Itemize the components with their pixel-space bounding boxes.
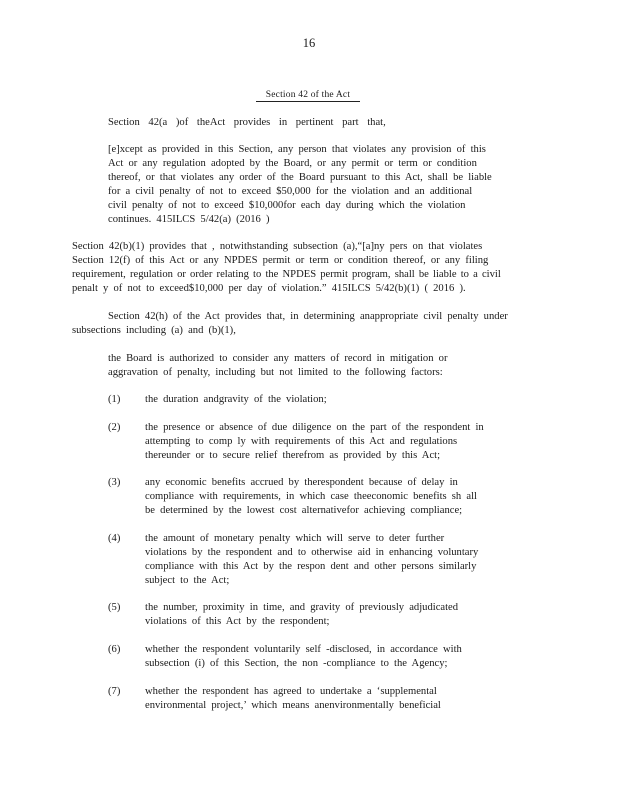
- factor-text: violations of this Act by the respondent;: [145, 616, 330, 627]
- factor-text: the amount of monetary penalty which will serve to deter further: [145, 533, 445, 544]
- quote-1-line: civil penalty of not to exceed $10,000for each day during which the violation: [108, 200, 466, 211]
- paragraph-2-line: requirement, regulation or order relating to the NPDES permit program, shall be liable to a civil: [72, 269, 501, 280]
- quote-1-line: Act or any regulation adopted by the Board, or any permit or term or condition: [108, 158, 477, 169]
- factor-text: the number, proximity in time, and gravity of previously adjudicated: [145, 602, 459, 613]
- factor-number: (3): [108, 477, 121, 488]
- paragraph-3-line: subsections including (a) and (b)(1),: [72, 325, 236, 336]
- factor-text: environmental project,’ which means anenvironmentally beneficial: [145, 700, 441, 711]
- factor-number: (6): [108, 644, 121, 655]
- factor-text: whether the respondent voluntarily self -disclosed, in accordance with: [145, 644, 462, 655]
- factor-text: thereunder or to secure relief therefrom as provided by this Act;: [145, 450, 441, 461]
- factor-text: attempting to comp ly with requirements of this Act and regulations: [145, 436, 458, 447]
- quote-1-line: for a civil penalty of not to exceed $50,000 for the violation and an additional: [108, 186, 473, 197]
- quote-2-line: aggravation of penalty, including but not limited to the following factors:: [108, 367, 443, 378]
- quote-1-line: [e]xcept as provided in this Section, any person that violates any provision of this: [108, 144, 486, 155]
- factor-number: (2): [108, 422, 121, 433]
- paragraph-2-line: Section 12(f) of this Act or any NPDES permit or term or condition thereof, or any filing: [72, 255, 489, 266]
- factor-number: (4): [108, 533, 121, 544]
- factor-text: subsection (i) of this Section, the non -compliance to the Agency;: [145, 658, 448, 669]
- factor-number: (1): [108, 394, 121, 405]
- section-heading: Section 42 of the Act: [256, 89, 360, 102]
- factor-text: the duration andgravity of the violation;: [145, 394, 327, 405]
- factor-text: violations by the respondent and to otherwise aid in enhancing voluntary: [145, 547, 479, 558]
- paragraph-3-line: Section 42(h) of the Act provides that, in determining anappropriate civil penalty under: [108, 311, 508, 322]
- factor-text: compliance with this Act by the respon dent and other persons similarly: [145, 561, 477, 572]
- paragraph-2-line: Section 42(b)(1) provides that , notwithstanding subsection (a),“[a]ny pers on that violates: [72, 241, 483, 252]
- paragraph-1: Section 42(a )of theAct provides in pertinent part that,: [108, 117, 386, 128]
- paragraph-2-line: penalt y of not to exceed$10,000 per day of violation.” 415ILCS 5/42(b)(1) ( 2016 ).: [72, 283, 466, 294]
- factor-text: whether the respondent has agreed to undertake a ‘supplemental: [145, 686, 437, 697]
- factor-number: (5): [108, 602, 121, 613]
- factor-number: (7): [108, 686, 121, 697]
- page-number: 16: [302, 36, 316, 50]
- factor-text: subject to the Act;: [145, 575, 230, 586]
- factor-text: the presence or absence of due diligence on the part of the respondent in: [145, 422, 484, 433]
- factor-text: compliance with requirements, in which case theeconomic benefits sh all: [145, 491, 477, 502]
- factor-text: be determined by the lowest cost alternativefor achieving compliance;: [145, 505, 463, 516]
- quote-2-line: the Board is authorized to consider any matters of record in mitigation or: [108, 353, 448, 364]
- factor-text: any economic benefits accrued by therespondent because of delay in: [145, 477, 458, 488]
- quote-1-line: continues. 415ILCS 5/42(a) (2016 ): [108, 214, 270, 225]
- quote-1-line: thereof, or that violates any order of the Board pursuant to this Act, shall be liable: [108, 172, 492, 183]
